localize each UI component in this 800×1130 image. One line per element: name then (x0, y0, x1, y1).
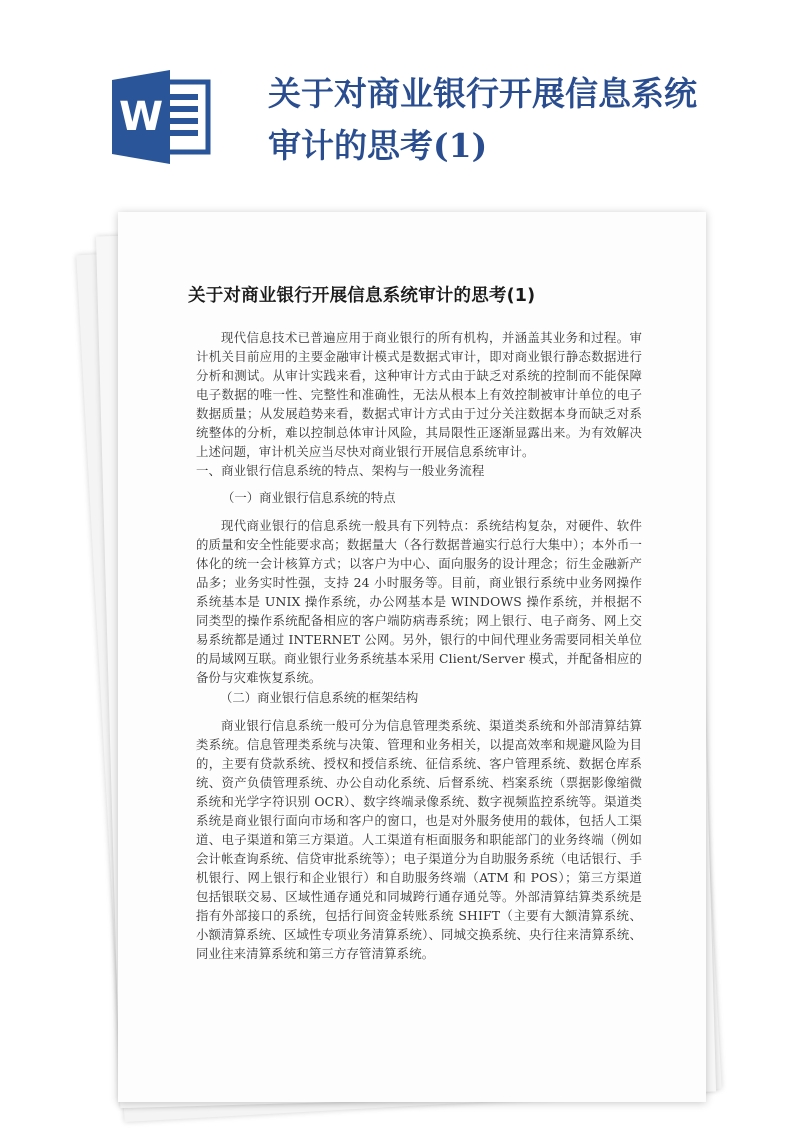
paragraph-intro-text: 现代信息技术已普遍应用于商业银行的所有机构，并涵盖其业务和过程。审计机关目前应用的主要金融审计模式是数据式审计，即对商业银行静态数据进行分析和测试。从审计实践来看，这种审计方式由于缺乏对系统的控制而不能保障电子数据的唯一性、完整性和准确性，无法从根本上有效控制被审计单位的电子数据质量；从发展趋势来看，数据式审计方式由于过分关注数据本身而缺乏对系统整体的分析，难以控制总体审计风险，其局限性正逐渐显露出来。为有效解决上述问题，审计机关应当尽快对商业银行开展信息系统审计。 (196, 330, 642, 459)
page-title-line2: 审计的思考(1) (268, 126, 488, 165)
page-title (268, 68, 748, 172)
paragraph-features: 现代商业银行的信息系统一般具有下列特点：系统结构复杂，对硬件、软件的质量和安全性能要求高；数据量大（各行数据普遍实行总行大集中）；本外币一体化的统一会计核算方式；以客户为中心、面向服务的设计理念；衍生金融新产品多；业务实时性强，支持 24 小时服务等。目前，商业银行系统中业务网操作系统基本是 UNIX 操作系统，办公网基本是 WINDOWS 操作系统，并根据不同类型的操作系统配备相应的客户端防病毒系统；网上银行、电子商务、网上交易系统都是通过 INTERNET 公网。另外，银行的中间代理业务需要同相关单位的局域网互联。商业银行业务系统基本采用 Client/Server 模式，并配备相应的备份与灾难恢复系统。 (196, 518, 642, 685)
subsection-heading-2: （二）商业银行信息系统的框架结构 (220, 690, 419, 705)
paragraph-framework: 商业银行信息系统一般可分为信息管理类系统、渠道类系统和外部清算结算类系统。信息管理类系统与决策、管理和业务相关，以提高效率和规避风险为目的，主要有贷款系统、授权和授信系统、征信系统、客户管理系统、数据仓库系统、资产负债管理系统、办公自动化系统、后督系统、档案系统（票据影像缩微系统和光学字符识别 OCR）、数字终端录像系统、数字视频监控系统等。渠道类系统是商业银行面向市场和客户的窗口，也是对外服务使用的载体，包括人工渠道、电子渠道和第三方渠道。人工渠道有柜面服务和职能部门的业务终端（例如会计帐查询系统、信贷审批系统等）；电子渠道分为自助服务系统（电话银行、手机银行、网上银行和企业银行）和自助服务终端（ATM 和 POS）；第三方渠道包括银联交易、区域性通存通兑和同城跨行通存通兑等。外部清算结算类系统是指有外部接口的系统，包括行间资金转账系统 SHIFT（主要有大额清算系统、小额清算系统、区域性专项业务清算系统）、同城交换系统、央行往来清算系统、同业往来清算系统和第三方存管清算系统。 (196, 718, 642, 961)
document-page (118, 212, 706, 1102)
page-title-line1: 关于对商业银行开展信息系统 (268, 74, 697, 113)
document-title: 关于对商业银行开展信息系统审计的思考(1) (188, 286, 536, 306)
svg-text:W: W (118, 94, 164, 140)
subsection-heading-1: （一）商业银行信息系统的特点 (222, 490, 396, 505)
paragraph-intro (196, 328, 642, 480)
word-document-icon (112, 68, 216, 166)
section-heading-1: 一、商业银行信息系统的特点、架构与一般业务流程 (196, 463, 485, 478)
